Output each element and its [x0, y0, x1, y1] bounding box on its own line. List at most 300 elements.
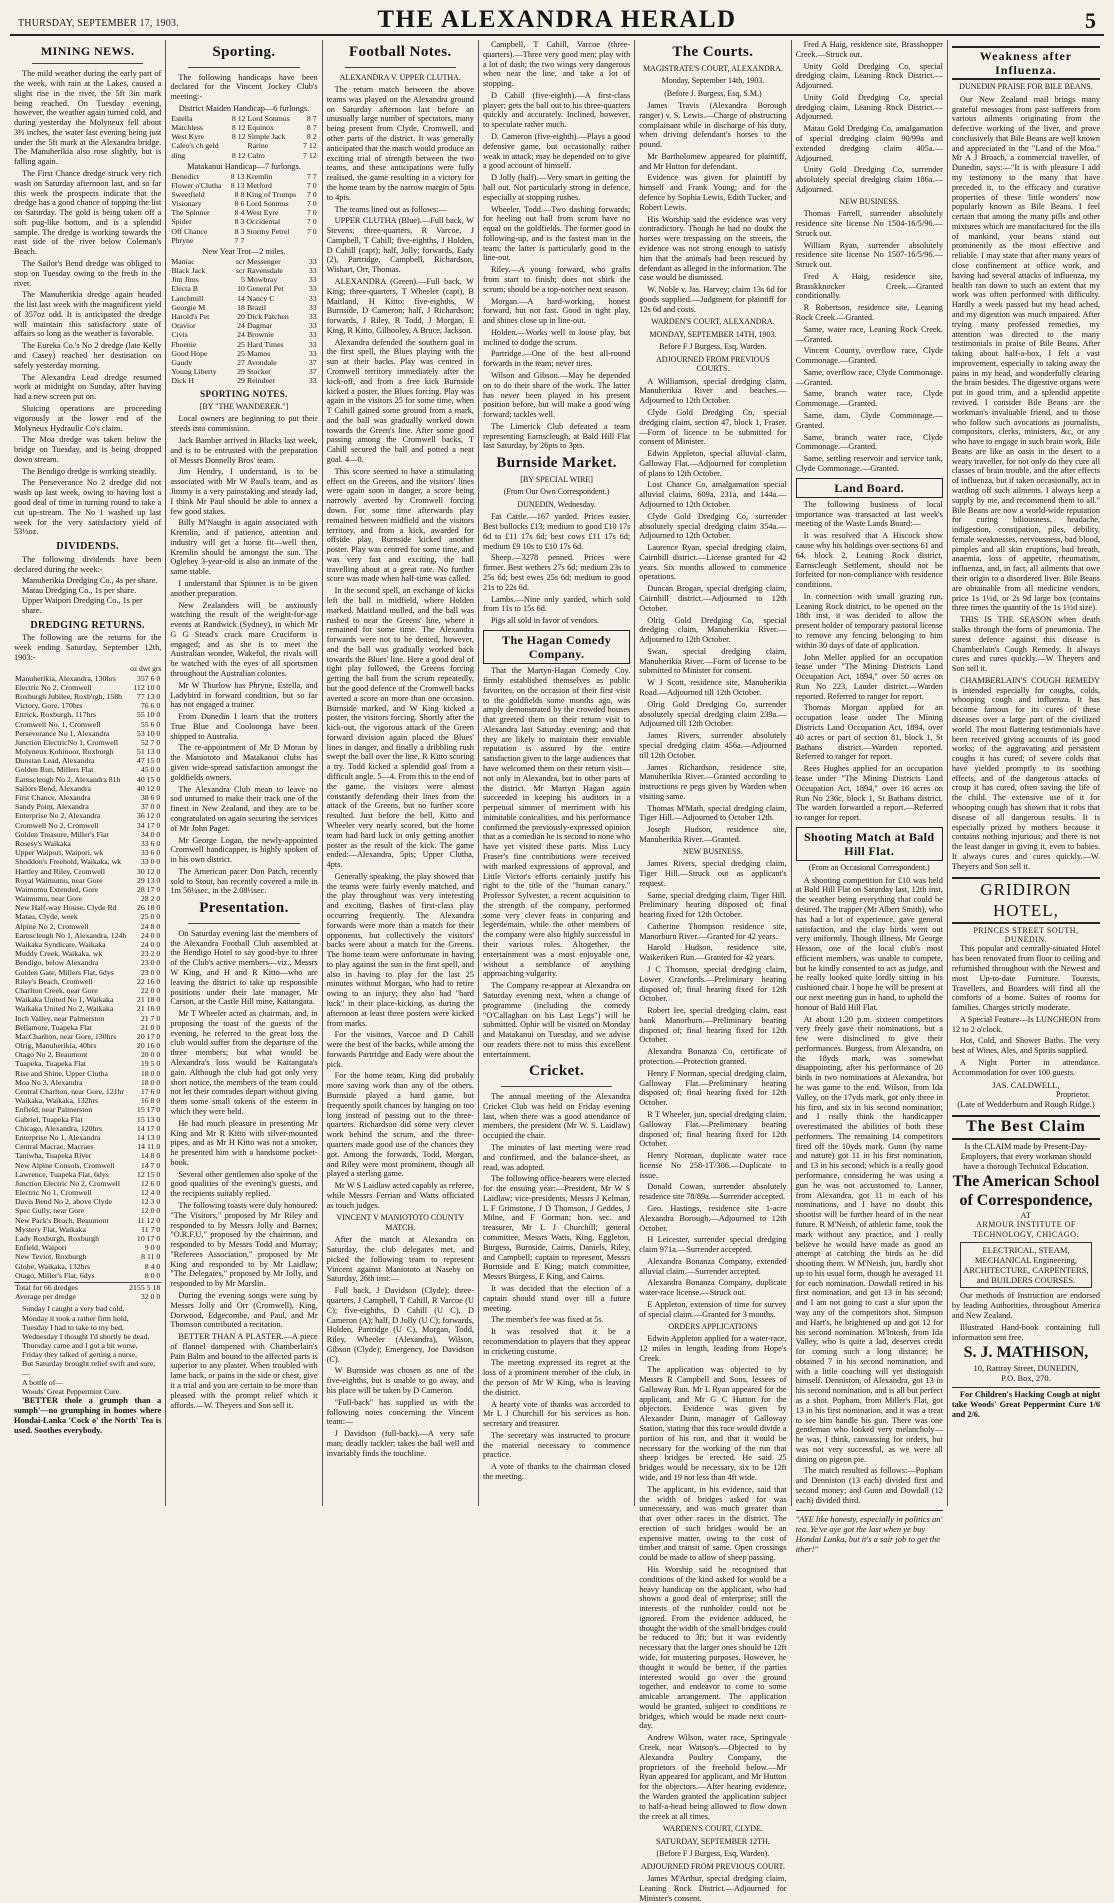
- handicap-weight: 33: [308, 339, 317, 349]
- paragraph: The application was objected to by Messrs R Campbell and Sons, lessees of Galloway Run. Mr L Ryan appeared for the applicant, and Mr G C Hutton for the objectors. Evidence was given by Alexander Dunn, manager of Galloway Station, stating that this race would divide a portion of his run, and that it would be necessary for the working of the run that sheep bridges be erected. He said 25 bridges would be necessary, six to be 12ft wide, and 19 not less than 4ft wide.: [639, 1365, 787, 1482]
- dredge-yield: 22 16 0: [136, 976, 161, 986]
- court-item: Unity Gold Dredging Co, special dredging claim, Leaning Rock District.—Adjourned.: [795, 92, 943, 122]
- returns-row: [14, 1179, 161, 1188]
- dredge-name: Bellamore, Tuapeka Flat: [15, 1022, 92, 1032]
- presentation-heading: Presentation.: [199, 900, 289, 917]
- horse-name: Reindeer: [246, 376, 276, 386]
- handicap-row: [170, 358, 317, 367]
- verse-line: But Saturday brought relief swift and sure,—: [22, 1359, 156, 1378]
- dredge-yield: 21 0 0: [140, 1022, 161, 1032]
- dredge-name: Lady Roxburgh, Roxburgh: [15, 1234, 99, 1243]
- dredge-name: New Teviot, Roxburgh: [15, 1252, 87, 1262]
- handicap-weight: 7 0: [306, 217, 317, 227]
- dredge-yield: 36 12 0: [136, 811, 161, 821]
- court-item: Same, branch water race, Clyde Commonage.—Granted.: [795, 389, 943, 409]
- returns-row: [14, 1124, 161, 1133]
- paragraph: Hot, Cold, and Shower Baths. The very best of Wines, Ales, and Spirits supplied.: [951, 1036, 1101, 1056]
- dredge-yield: 12 6 0: [140, 1178, 161, 1188]
- paragraph: In the second spell, an exchange of kicks left the ball in midfield, where Holden marked. Maitland mulled, and the ball was rushed to near the Greens' line, where it remained for some time. The Alexandra forwards were not to be denied, however, and the ball was gradually worked back towards the Blues' line. Here a good deal of tight play followed, the Greens forcing getting the ball from the scrum repeatedly, but the good defence of the Cromwell backs averted a score on more than one occasion. Burnside marked, and W King kicked a poster, the visitors forcing. Shortly after the kick-out, the vigorous attack of the Green forward division again placed the Blues' lines in danger, and finally a dribbling rush swept the ball over the line, R Kitto scoring a try. Todd kicked a splendid goal from a difficult angle. 5—4. From this to the end of the game, the visitors were almost constantly defending their lines from the attack of the Greens, but no further score resulted. Just before the bell, Kitto and Wheeler very nearly scored, but the home team had hard luck in only getting another poster as the result of the kick. The game ended:—Alexandra, 5pts; Upper Clutha, 4pts.: [326, 586, 474, 870]
- paragraph: Illustrated Hand-book containing full information sent free.: [951, 1322, 1101, 1342]
- tea-ad: 'BETTER thole a grumph than a sumph'—no grumphing in homes where Hondai-Lanka 'Cock o' the North' Tea is used. Soothes everybody.: [14, 1396, 162, 1435]
- dredge-yield: 20 17 0: [136, 1031, 161, 1041]
- paragraph: James Travis (Alexandra Borough ranger) v. S. Lewis.—Charge of obstructing complainant while in discharge of his duty, when driving defendant's horses to the pound.: [639, 101, 787, 150]
- handicap-row: [170, 123, 317, 132]
- returns-row: [14, 1262, 161, 1271]
- returns-row: [14, 968, 161, 977]
- handicap-row: [170, 349, 317, 358]
- returns-row: [14, 903, 161, 912]
- paragraph: Partridge.—One of the best all-round forwards in the team; never tires.: [482, 349, 631, 369]
- horse-name: Dick H: [171, 376, 195, 386]
- court-item: James Rivers, special dredging claim, Tiger Hill.—Struck out as applicant's request.: [639, 859, 787, 888]
- paragraph: Campbell, T Cahill, Varcoe (three-quarters).—Three very good men; play with a lot of dash; the two wings very dangerous when near the line, and take a lot of stopping.: [482, 40, 631, 89]
- horse-name: Jim Jims: [171, 275, 199, 285]
- courts-article: [639, 101, 786, 314]
- returns-row: [14, 1032, 161, 1041]
- handicap-weight: 33: [308, 302, 317, 312]
- presentation-article: [170, 929, 317, 1330]
- dredge-name: Charlton Creek, near Gore: [15, 985, 98, 995]
- returns-row: [14, 674, 161, 683]
- court-item: Edwin Appleton, special alluvial claim, Galloway Flat.—Adjourned for completion of plans to 12th October.: [639, 449, 787, 478]
- paragraph: W Burnside was chosen as one of the five-eighths, but is unable to go away, and his place will be taken by D Cameron.: [326, 1366, 474, 1395]
- paragraph: A shooting competition for £10 was held at Bald Hill Flat on Saturday last, 12th inst, the weather being everything that could be desired. The trapper (Mr Albert Smith), who has had a lot of experience, gave general satisfaction, and the clay birds went out very uniformly. Though illness, Mr George Hesson, one of the local club's most efficient members, was unable to compete, but he kindly consented to act as judge, and he really looked quite lordly sitting in his cushioned chair. I hope he will be present at our next meeting gun in hand, to uphold the honour of Bald Hill Flat.: [795, 875, 943, 1012]
- returns-row: [14, 1115, 161, 1124]
- land-board-article: [796, 500, 943, 823]
- paragraph: Edwin Appleton applied for a water-race, 12 miles in length, leading from Hope's Creek.: [639, 1334, 787, 1363]
- dredge-name: Cromwell No. 1, Cromwell: [15, 719, 101, 729]
- paragraph: The applicant, in his evidence, said that the width of bridges asked for was unnecessary, and was much greater than that over other races in the district. The erection of such bridges would be an expensive matter, owing to the cost of timber and transit of same. Open crossings could be made to allow of sheep passing.: [639, 1484, 787, 1563]
- matakanui-handicap-table: [170, 172, 317, 246]
- dredge-name: Chicago, Alexandra, 120hrs: [15, 1123, 103, 1133]
- verse-line: Wednesday I thought I'd shortly be dead,: [22, 1331, 150, 1341]
- dredge-yield: 38 6 0: [140, 793, 161, 802]
- dredge-yield: 24 0 0: [140, 940, 161, 949]
- returns-row: [14, 931, 161, 940]
- best-claim-heading: The Best Claim: [952, 1115, 1100, 1140]
- dredge-yield: 18 0 0: [140, 1068, 161, 1078]
- paragraph: The mild weather during the early part of the week, with rain at the Lakes, caused a slight rise in the river, the 5ft 3in mark being reached. On Tuesday evening, however, the weather again turned cold, and during yesterday the Molyneux fell about 3½ inches, the water last evening being just under the 5ft mark at the Alexandra bridge. The Manuherikia also rose slightly, but is falling again.: [14, 69, 162, 167]
- handicap-weight: 8 3: [234, 226, 245, 236]
- paragraph: That the Martyn-Hagan Comedy Coy. firmly established themselves as public favorites, on the occasion of their first visit to the goldfields some months ago, was amply demonstrated by the crowded houses that greeted them on their return visit to Alexandra last Saturday evening; and that they are likely to maintain their enviable reputation is assured by the entire satisfaction given to the large audiences that have welcomed them on their return visit—not only in Alexandra, but in other parts of the district. Mr Martyn Hagan again succeeded in keeping his auditors in a perpetual simmer of merriment with his inimitable conicalities, and his performance confirmed the previously-expressed opinion that as a comedian he is second to none who have yet visited these parts. Miss Lucy Fraser's fine contributions were received with marked expressions of approval, and Little Victor's efforts certainly justify his right to the title of the "human canary." Professor Sylvester, a recent acquisition to the strength of the company, performed some very clever feats in conjuring and legerdemain, while the other members of the company were also highly successful in their various roles. Altogether, the entertainment was a most enjoyable one, without a semblance of anything approaching vulgarity.: [482, 666, 631, 979]
- dredge-name: Ettrick, Roxburgh, 117hrs: [15, 710, 96, 720]
- paragraph: The teams lined out as follows:—: [334, 204, 447, 214]
- dredge-name: Roxburgh Jubilee, Roxb'rgh, 158h: [15, 691, 123, 701]
- school-institute: ARMOUR INSTITUTE OF TECHNOLOGY, CHICAGO.: [972, 1220, 1079, 1239]
- horse-name: Lord Sonmus: [246, 199, 289, 209]
- paragraph: The meeting expressed its regret at the loss of a prominent member of the club, in the person of Mr W King, who is leaving the district.: [482, 1358, 631, 1397]
- column-2: [166, 40, 322, 1506]
- paragraph: Mr Bartholomew appeared for plaintiff, and Mr Hutton for defendant.: [639, 151, 787, 171]
- school-at: AT: [1020, 1211, 1032, 1221]
- horse-name: Maniac: [171, 256, 195, 266]
- dredge-yield: 11 7 0: [141, 1224, 161, 1234]
- court-item: Alexandra Bonanza Co, certificate of protection.—Protection granted.: [639, 1047, 787, 1067]
- average-value: 32 0 0: [140, 1292, 161, 1302]
- handicap-weight: 33: [308, 348, 317, 358]
- handicap-row: [170, 181, 317, 190]
- dredge-yield: 29 13 0: [136, 875, 161, 885]
- horse-name: Brownie: [246, 330, 274, 340]
- court-item: Lost Chance Co, amalgamation special alluvial claims, 609a, 231a, and 144a.—Adjourned to 12th October.: [639, 480, 787, 509]
- dredge-yield: 21 18 0: [136, 995, 161, 1005]
- horse-name: Sweetfield: [171, 189, 205, 199]
- dredge-name: Electric No 1, Cromwell: [15, 1188, 92, 1198]
- returns-row: [14, 765, 161, 774]
- court-item: Same, dam, Clyde Commonage.—Granted.: [795, 411, 943, 430]
- handicap-row: [170, 151, 317, 160]
- dredge-name: Cromwell No 2, Cromwell: [15, 820, 99, 830]
- column-5: [635, 40, 791, 1903]
- handicap-weight: 8 3: [234, 217, 245, 227]
- returns-row: [14, 1234, 161, 1243]
- handicap-weight: 7 0: [306, 189, 317, 199]
- court-item: Joseph Hudson, residence site, Manuherikia River.—Granted.: [639, 825, 787, 844]
- dredge-name: Junction ElectricNo 1, Cromwell: [15, 737, 119, 747]
- orders-heading: ORDERS APPLICATIONS: [668, 1321, 758, 1331]
- clyde-list: [796, 40, 943, 195]
- horse-name: Metford: [246, 180, 272, 190]
- court-item: Olrig Gold Dredging Co, surrender absolutely special dredging claim 239a.—Adjourned till 12th October.: [639, 699, 787, 729]
- dredge-yield: 12 15 0: [136, 1169, 161, 1179]
- court-item: E Appleton, extension of time for survey of special claim.—Granted for 3 months.: [639, 1300, 787, 1319]
- horse-name: Young Liberty: [171, 367, 217, 377]
- handicap-row: [170, 172, 317, 181]
- returns-table: [14, 674, 161, 1280]
- paragraph: He had much pleasure in presenting Mr King and Mr R Kitto with silver-mounted pipes, and as Mr H Kitto was not a smoker, he presented him with a handsome pocket-book.: [170, 1118, 318, 1167]
- handicap-weight: 10: [237, 284, 245, 294]
- hotel-city: DUNEDIN.: [1004, 935, 1048, 944]
- dredge-yield: 34 0 0: [140, 829, 161, 839]
- sporting-note: Mr George Logan, the newly-appointed Cromwell handicapper, is highly spoken of in his own district.: [170, 835, 318, 865]
- returns-row: [14, 1216, 161, 1225]
- sporting-note: The American pacer Don Patch, recently sold to Stout, has recently covered a mile in 1m 56¼sec, in the 2.08½sec.: [170, 866, 318, 896]
- horse-name: Stocker: [246, 367, 271, 377]
- handicap-row: [170, 132, 317, 141]
- paragraph: Wilson and Gibson.—May be depended on to do their share of the work. The latter has never been played in his present position before, but will make a good wing forward; tackles well.: [482, 371, 631, 420]
- handicap-weight: 29: [237, 367, 245, 377]
- dividend-item: Matau Dredging Co., 1s per share.: [22, 586, 137, 596]
- paragraph: The Eureka Co.'s No 2 dredge (late Kelly and Casey) reached her destination on safely yesterday morning.: [14, 341, 162, 370]
- paragraph: The secretary was instructed to procure the material necessary to commence practice.: [482, 1430, 631, 1460]
- handicap-weight: 8 7: [306, 113, 317, 123]
- returns-row: [14, 1225, 161, 1234]
- total-label: Total for 66 dredges: [15, 1282, 78, 1292]
- returns-row: [14, 848, 161, 857]
- handicap-weight: 33: [308, 256, 317, 266]
- horse-name: Spider: [171, 217, 192, 227]
- paragraph: D Cahill (five-eighth).—A first-class player; gets the ball out to his three-quarters quickly and accurately. Inclined, however, to speculate rather much.: [482, 90, 631, 130]
- football-heading: Football Notes.: [348, 44, 452, 60]
- handicap-weight: [220, 141, 247, 150]
- sporting-note: The re-appointment of Mr D Moran by the Maniototo and Matakanui clubs has given wide-spread satisfaction amongst the goldfields owners.: [170, 743, 318, 782]
- horse-name: Phryne: [171, 235, 194, 245]
- newspaper-page: [10, 6, 1104, 1903]
- paragraph: Wheeler, Todd.—Two dashing forwards; for heeling out ball from scrum have no equal on the goldfields. The former good in following-up, and is the fastest man in the team; the latter is particularly good in the line-out.: [482, 204, 631, 263]
- court-item: H Leicester, surrender special dredging claim 971a.—Surrender accepted.: [639, 1235, 787, 1255]
- dredge-name: Junction Electric No 2, Cromwell: [15, 1178, 121, 1188]
- horse-name: Mamos: [246, 348, 271, 358]
- dredge-name: Inch Valley, near Palmerston: [15, 1013, 105, 1023]
- returns-row: [14, 885, 161, 894]
- dredge-yield: 12 0 0: [140, 1206, 161, 1216]
- handicap-weight: 8 12: [231, 123, 246, 132]
- proprietor-title: Proprietor.: [1056, 1089, 1091, 1099]
- dredge-name: Sailors Bend, Alexandra: [15, 783, 92, 793]
- handicap-weight: 33: [308, 376, 317, 386]
- byline: (From an Occasional Correspondent.): [808, 863, 930, 873]
- horse-name: Kremlin: [246, 171, 273, 181]
- hotel-late: (Late of Wedderburn and Rough Ridge.): [957, 1099, 1095, 1110]
- paragraph: The following dividends have been declared during the week:-: [14, 554, 162, 574]
- paragraph: Full back, J Davidson (Clyde); three-quarters, J Campbell, T Cahill, R Varcoe (U C); five-eighths, D Cahill (U C), D Cameron (A); half, D Jolly (U C); forwards, Holden, Partridge (U C), Morgan, Todd, Riley, Wheeler (Alexandra), Wilson, Gibson (Clyde); Emergency, Joe Davidson (C).: [326, 1286, 474, 1364]
- returns-row: [14, 710, 161, 719]
- dredge-yield: 40 15 0: [136, 774, 161, 784]
- court-item: R T Wheeler, jun, special dredging claim, Galloway Flat.—Preliminary hearing disposed of; final hearing fixed for 12th October.: [639, 1109, 787, 1149]
- dredge-name: Victory, Gore, 170hrs: [15, 701, 83, 711]
- paragraph: The following handicaps have been declared for the Vincent Jockey Club's meeting:-: [170, 72, 318, 102]
- handicap-weight: scr: [235, 256, 245, 266]
- wardens-heading: WARDEN'S COURT, ALEXANDRA.: [651, 317, 775, 327]
- returns-row: [14, 756, 161, 765]
- new-business-heading: NEW BUSINESS.: [682, 846, 743, 856]
- dredge-yield: 55 6 0: [140, 719, 161, 729]
- paragraph: Evidence was given for plaintiff by himself and Frank Young; and for the defence by Sophia Lewis, Edith Tucker, and Robert Lewis.: [639, 173, 787, 212]
- dredge-name: Electric No 2, Cromwell: [15, 682, 92, 692]
- returns-row: [14, 857, 161, 866]
- court-item: Same, settling reservoir and service tank, Clyde Commonage.—Granted.: [795, 454, 943, 473]
- handicap-weight: 7 12: [302, 141, 317, 151]
- wardens-before: Before F J Burgess, Esq, Warden.: [659, 342, 767, 352]
- agent-box: P.O. Box, 270.: [1001, 1373, 1051, 1384]
- handicap-row: [170, 275, 317, 284]
- handicap-weight: 25: [237, 348, 245, 358]
- wardens-date: MONDAY, SEPTEMBER 14TH, 1903.: [649, 329, 777, 339]
- paragraph: The following business of local importance was transacted at last week's meeting of the Waste Lands Board:—: [795, 499, 943, 529]
- dredge-name: Enfield, Waipori: [15, 1243, 67, 1253]
- paragraph: This popular and centrally-situated Hotel has been renovated from floor to ceiling and refurnished throughout with the Newest and most Up-to-date Furniture. Tourists, Travellers, and Boarders will find all the comforts of a home. Suites of rooms for families. Charges strictly moderate.: [951, 944, 1101, 1013]
- handicap-row: [170, 227, 317, 236]
- paragraph: For the visitors, Varcoe and D Cahill were the best of the backs, while among the forwards Partridge and Eady were about the pick.: [326, 1030, 474, 1069]
- sporting-note: I understand that Spinner is to be given another preparation.: [170, 578, 318, 598]
- handicap-weight: 20: [237, 311, 245, 321]
- horse-name: Estella: [171, 113, 193, 123]
- dredge-name: Golden Treasure, Miller's Flat: [15, 829, 109, 839]
- handicap-weight: 8 13: [230, 180, 245, 190]
- handicap-weight: 8 7: [306, 123, 317, 132]
- paragraph: The Bendigo dredge is working steadily.: [22, 466, 157, 476]
- dredge-name: Rise and Shine, Upper Clutha: [15, 1068, 108, 1078]
- horse-name: West Eyre: [246, 208, 279, 218]
- paragraph: The member's fee was fixed at 5s.: [490, 1315, 604, 1325]
- paragraph: Several other gentlemen also spoke of the good qualities of the evening's guests, and the recipients suitably replied.: [170, 1169, 318, 1199]
- returns-row: [14, 1271, 161, 1280]
- handicap-row: [170, 284, 317, 293]
- paragraph: Generally speaking, the play showed that the teams were fairly evenly matched, and the play throughout was very interesting and exciting, flashes of first-class play occurring frequently. The Alexandra forwards were more than a match for their opponents, but collectively the visitors' backs were about a match for the Greens. The home team were unfortunate in having to play against the sun in the first spell, and also in having to play for the last 25 minutes without Morgan, who had to retire owing to an injury; they also had "hard luck" in their place-kicking, as during the afternoon at least three posters were kicked from marks.: [326, 871, 474, 1028]
- court-item: W J Scott, residence site, Manuherikia Road.—Adjourned till 12th October.: [639, 678, 787, 698]
- sporting-note: Local owners are beginning to put their steeds into commission.: [170, 414, 318, 434]
- dredge-yield: 30 12 0: [136, 866, 161, 876]
- court-item: Donald Cowan, surrender absolutely residence site 78/89a.—Surrender accepted.: [639, 1182, 787, 1202]
- paragraph: The following are the returns for the week ending Saturday, September 12th, 1903:-: [14, 633, 162, 662]
- column-6: [792, 40, 948, 1554]
- handicap-weight: 24: [237, 321, 245, 331]
- handicap-weight: 18: [237, 302, 245, 312]
- returns-totals: [14, 1282, 161, 1301]
- handicap-weight: 8 12: [231, 113, 246, 123]
- burnside-report: [483, 512, 630, 626]
- paragraph: His Worship said the evidence was very contradictory. Though he had no doubt the horses were trespassing on the streets, the evidence was not strong enough to satisfy him that the animals had been rescued by defendant as alleged in the information. The case would be dismissed.: [639, 214, 787, 283]
- returns-row: [14, 793, 161, 802]
- verse-line: Friday they talked of getting a nurse,: [22, 1350, 137, 1360]
- returns-row: [14, 1059, 161, 1068]
- returns-row: [14, 867, 161, 876]
- court-item: Alexandra Bonanza Company, duplicate water-race license.—Struck out.: [639, 1278, 787, 1298]
- returns-row: [14, 986, 161, 995]
- football-article-2: [327, 1235, 474, 1458]
- court-item: Harold Hudson, residence site, Waikerikeri Run.—Granted for 42 years.: [639, 943, 787, 963]
- paragraph: The First Chance dredge struck very rich wash on Saturday afternoon last, and so far this week the prospects indicate that the dredge has a good chance of topping the list on Saturday. The gold is being taken off a soft pug-like bottom, and is a splendid sample. The dredge is working towards the east side of the river below Coleman's Beach.: [14, 168, 162, 257]
- handicap-weight: 8 2: [306, 132, 317, 142]
- dredge-yield: 53 10 0: [136, 728, 161, 738]
- wardens-list: [639, 377, 786, 845]
- dredge-name: Spec Gully, near Gore: [15, 1206, 85, 1216]
- returns-row: [14, 1170, 161, 1179]
- bile-beans-article: [952, 95, 1100, 613]
- dredge-name: First Chance, Alexandra: [15, 793, 91, 802]
- paragraph: It was resolved that it be a recommendation to players that they appear in cricketing costume.: [482, 1327, 631, 1356]
- handicap-weight: 8 12: [231, 150, 246, 160]
- horse-name: Fhoenie: [171, 339, 197, 349]
- horse-name: Harold's Pet: [171, 311, 210, 321]
- horse-name: The Spinner: [171, 208, 210, 218]
- court-item: Geo. Hastings, residence site 1-acre Alexandra Borough.—Adjourned to 12th October.: [639, 1203, 787, 1233]
- paragraph: A hearty vote of thanks was accorded to Mr L J Churchill for his services as hon. secretary and treasurer.: [482, 1399, 631, 1429]
- sporting-note: Mr W Thurlow has Phryne, Estella, and Ladybird in forward condition, but so far has not engaged a trainer.: [170, 680, 318, 710]
- dredge-yield: 14 13 0: [136, 1132, 161, 1142]
- paragraph: The Alexandra Lead dredge resumed work at midnight on Sunday, after having had a new screen put on.: [14, 372, 162, 402]
- dredge-yield: 52 7 0: [140, 737, 161, 747]
- dredge-name: Golden Run, Millers Flat: [15, 765, 94, 775]
- dredge-yield: 9 0 0: [144, 1243, 161, 1253]
- returns-row: [14, 995, 161, 1004]
- dredge-yield: 23 0 0: [140, 967, 161, 977]
- handicap-row: [170, 236, 317, 245]
- handicap-weight: 27: [237, 357, 245, 367]
- hagan-article: [483, 666, 630, 1059]
- court-item: Vincent County, overflow race, Clyde Commonage.—Granted.: [795, 346, 943, 366]
- divider: [32, 63, 143, 64]
- court-subheading: MAGISTRATE'S COURT, ALEXANDRA.: [642, 63, 783, 73]
- dredge-name: Shoddon's Freehold, Waikaka, wk: [15, 857, 122, 867]
- hotel-name: GRIDIRON HOTEL,: [952, 877, 1100, 923]
- byline: [BY SPECIAL WIRE]: [520, 474, 593, 484]
- dredge-name: Waimumu Extended, Gore: [15, 884, 99, 894]
- returns-row: [14, 1252, 161, 1261]
- football-article: [327, 85, 474, 1210]
- court-item: Laurence Ryan, special dredging claim, Cairnhill district.—License granted for 42 years. Six months allowed to commence operations.: [639, 543, 787, 582]
- handicap-weight: 7 12: [302, 150, 317, 160]
- paragraph: D. Cameron (five-eighth).—Plays a good defensive game, but occasionally rather weak in attack; may be depended on to give a good account of himself.: [482, 132, 631, 171]
- horse-name: Oravior: [171, 321, 196, 331]
- handicap-title: District Maiden Handicap—6 furlongs.: [178, 104, 310, 114]
- dredge-yield: 10 17 0: [136, 1234, 161, 1243]
- handicap-weight: 8 4: [234, 208, 245, 218]
- dredge-name: Lawrence, Tuapeka Flat, 6dys: [15, 1169, 109, 1179]
- shooting-article: [796, 876, 943, 1506]
- dredge-yield: 33 6 0: [140, 838, 161, 848]
- returns-row: [14, 1197, 161, 1206]
- court-item: Thomas Farrell, surrender absolutely residence site license No 1504-16/5/96.—Struck out.: [795, 209, 943, 238]
- dredge-name: Earnscleugh No 2, Alexandra 81h: [15, 774, 121, 784]
- court-item: Clyde Gold Dredging Co, special dredging claim, section 47, block 1, Fraser.—Form of licence to be submitted for consent of Minister.: [639, 407, 787, 447]
- court-item: William Ryan, surrender absolutely residence site license No 1507-16/5/96.—Struck out.: [795, 240, 943, 270]
- paragraph: The match resulted as follows:—Popham and Denniston (13 each) divided first and second money; and Gunn and Dowdall (12 each) divided third.: [795, 1466, 943, 1505]
- handicap-weight: 33: [308, 321, 317, 331]
- adjourned-heading: ADJOURNED FROM PREVIOUS COURTS.: [656, 354, 770, 374]
- returns-row: [14, 1004, 161, 1013]
- handicap-weight: [297, 236, 317, 245]
- dredge-name: Otago, Miller's Flat, 6dys: [15, 1270, 95, 1280]
- paragraph: Rees Hughes applied for an occupation lease under "The Mining Districts Land Occupation Act, 1894," over 16 acres on Run No 236c, block 1, St Bathans district. The warden forwarded a report.—Referred to ranger for report.: [795, 764, 943, 823]
- court-item: Clyde Gold Dredging Co, surrender absolutely special dredging claim 354a.—Adjourned to 12th October.: [639, 511, 787, 541]
- horse-name: Electa B: [171, 284, 198, 294]
- verse-line: Monday it took a rather firm hold,: [22, 1313, 129, 1323]
- horse-name: Good Hope: [171, 348, 208, 358]
- returns-row: [14, 940, 161, 949]
- returns-row: [14, 1041, 161, 1050]
- dredge-name: Waikaka, Waikaka, 132hrs: [15, 1096, 99, 1106]
- dredge-yield: 26 18 0: [136, 903, 161, 913]
- horse-name: Dagmar: [246, 321, 273, 331]
- court-item: Same, special dredging claim, Tiger Hill. Preliminary hearing disposed of; final hearing fixed for 12th October.: [639, 890, 787, 920]
- court-item: Robert Iee, special dredging claim, east bank Manorburn.—Preliminary hearing disposed of; final hearing fixed for 12th October.: [639, 1006, 787, 1045]
- match-subheading: VINCENT V MANIOTOTO COUNTY MATCH.: [336, 1213, 465, 1232]
- dredge-name: Muddy Creek, Waikaka, wk: [15, 949, 103, 959]
- paragraph: Alexandra defended the southern goal in the first spell, the Blues playing with the sun at their backs. Play was centred in Cromwell territory immediately after the kick-off, and from a free kick Burnside kicked a poster, the Blues forcing. Play was again in the visitors 25 for some time, when T Cahill gained some ground from a mark, and the ball was gradually worked down towards the Green's line. After some good passing among the Cromwell backs, T Cahill secured the ball and potted a neat goal. 4—0.: [326, 337, 474, 465]
- dredge-name: New Half-way House, Clyde Rd: [15, 903, 117, 913]
- returns-row: [14, 1161, 161, 1170]
- clyde-heading: WARDEN'S COURT, CLYDE.: [662, 1824, 763, 1834]
- dredge-yield: 14 8 0: [140, 1151, 161, 1161]
- horse-name: Georgie M: [171, 302, 206, 312]
- dredge-name: Upper Waipori, Waipori, wk: [15, 848, 104, 858]
- returns-row: [14, 977, 161, 986]
- verse-line: Tuesday I had to take to my bed,: [22, 1322, 124, 1332]
- horse-name: Black Jack: [171, 266, 206, 275]
- horse-name: Mowbray: [246, 275, 278, 285]
- returns-row: [14, 949, 161, 958]
- dredge-name: Perseverance No 1, Alexandra: [15, 728, 110, 738]
- hotel-address: PRINCES STREET SOUTH,: [973, 925, 1079, 935]
- cricket-heading: Cricket.: [528, 1063, 585, 1080]
- handicap-row: [170, 114, 317, 123]
- divider: [188, 923, 299, 924]
- column-7: [948, 40, 1104, 1506]
- dredge-name: Earnscleugh No 1, Alexandra, 124h: [15, 930, 127, 940]
- dredge-yield: 33 0 0: [140, 857, 161, 867]
- handicap-weight: 7 7: [306, 171, 317, 181]
- dredge-name: New Alpine Consols, Cromwell: [15, 1160, 115, 1170]
- handicap-weight: 7 0: [306, 208, 317, 218]
- dredge-name: Davis Bend No 2, above Clyde: [15, 1197, 113, 1207]
- returns-row: [14, 894, 161, 903]
- returns-unit-header: oz dwt grs: [130, 663, 162, 673]
- handicap-weight: 5: [241, 275, 245, 285]
- dredge-yield: 23 0 0: [140, 958, 161, 968]
- sporting-notes-heading: SPORTING NOTES.: [200, 389, 288, 400]
- dredging-returns-heading: DREDGING RETURNS.: [30, 619, 145, 631]
